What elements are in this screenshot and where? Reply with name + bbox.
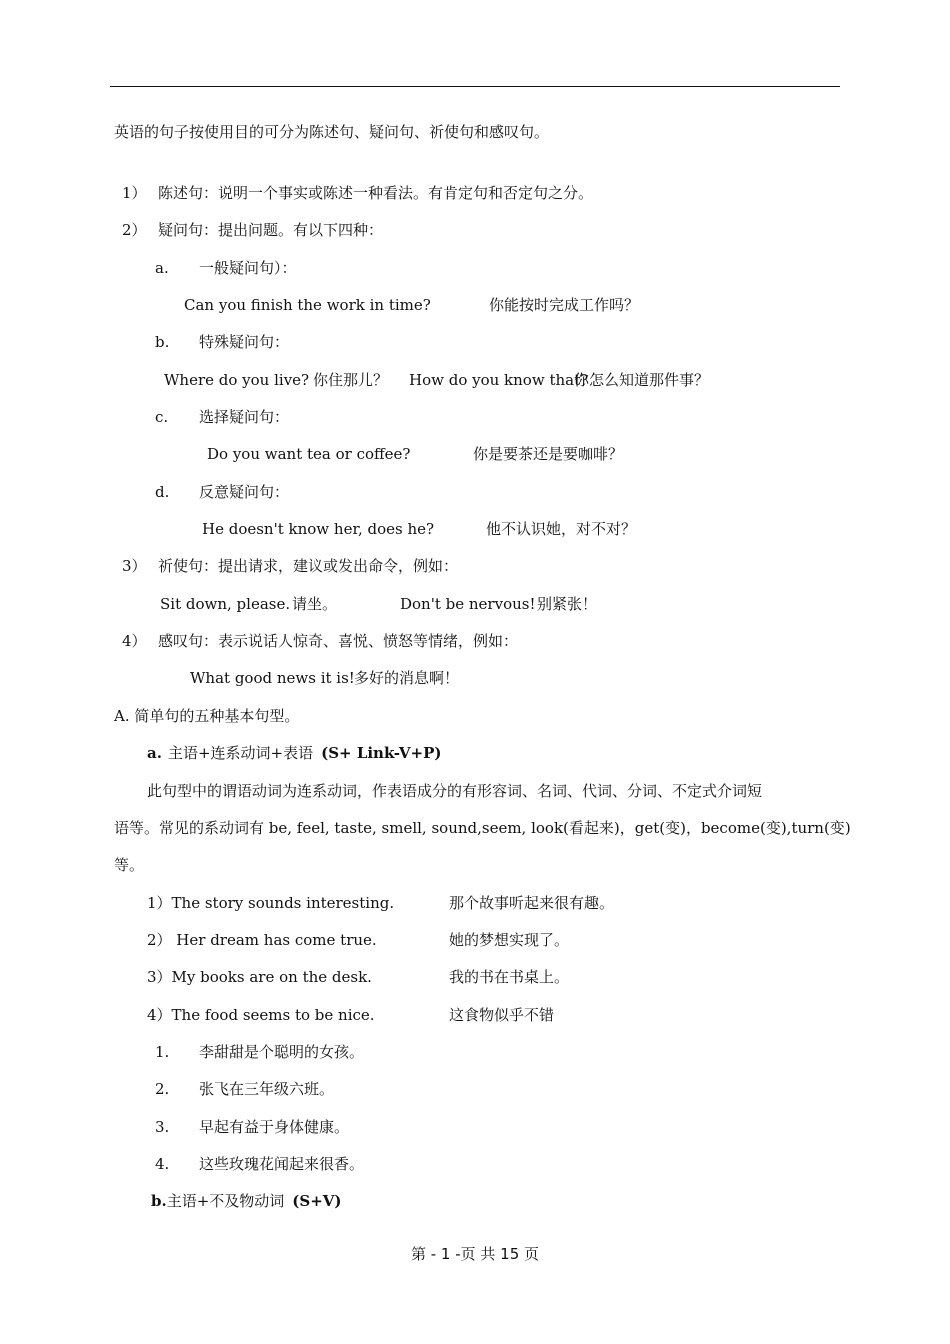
pattern-title: 主语+连系动词+表语 xyxy=(167,744,314,762)
page-footer: 第 - 1 -页 共 15 页 xyxy=(410,1245,540,1263)
example-d-zh: 他不认识她，对不对？ xyxy=(486,520,637,538)
pattern-b-heading xyxy=(151,1191,342,1211)
subitem-c xyxy=(155,407,289,427)
example-a-zh: 你能按时完成工作吗？ xyxy=(489,296,640,314)
exercise-number: 3. xyxy=(155,1118,170,1136)
item-text: 感叹句：表示说话人惊奇、喜悦、愤怒等情绪，例如： xyxy=(158,632,519,650)
item-text: 疑问句：提出问题。有以下四种： xyxy=(158,221,384,239)
example-d-en: He doesn't know her, does he? xyxy=(202,520,435,538)
header-rule xyxy=(110,86,840,87)
example-3b-zh: 别紧张！ xyxy=(537,595,598,613)
item-number: 2） xyxy=(122,221,147,239)
example-b1-en: Where do you live? xyxy=(164,371,310,389)
item-number: 3） xyxy=(122,557,147,575)
example-3b-en: Don't be nervous! xyxy=(400,595,536,613)
pattern-a-heading xyxy=(147,743,441,763)
exercise-number: 1. xyxy=(155,1043,170,1061)
item-number: 4） xyxy=(122,632,147,650)
paragraph-line-2: 语等。常见的系动词有 be, feel, taste, smell, sound,seem, look(看起来)，get(变)，become(变),turn(变) xyxy=(114,819,851,837)
example-1-en: 1）The story sounds interesting. xyxy=(147,894,395,912)
pattern-formula: (S+V) xyxy=(292,1192,342,1210)
example-4a-en: 4）The food seems to be nice. xyxy=(147,1006,375,1024)
subitem-label: 特殊疑问句： xyxy=(199,333,290,351)
example-2-en: 2） Her dream has come true. xyxy=(147,931,377,949)
subitem-b xyxy=(155,332,289,352)
subitem-label: 一般疑问句）： xyxy=(199,259,297,277)
example-3a-zh: 请坐。 xyxy=(292,595,338,613)
example-c-en: Do you want tea or coffee? xyxy=(207,445,411,463)
example-b2-en: How do you know that? xyxy=(409,371,589,389)
example-1-zh: 那个故事听起来很有趣。 xyxy=(449,894,615,912)
exercise-text: 早起有益于身体健康。 xyxy=(199,1118,350,1136)
subitem-letter: b. xyxy=(155,333,170,351)
subitem-a xyxy=(155,258,297,278)
pattern-formula: (S+ Link-V+P) xyxy=(321,744,442,762)
pattern-title: 主语+不及物动词 xyxy=(166,1192,285,1210)
subitem-letter: a. xyxy=(155,259,169,277)
example-c-zh: 你是要茶还是要咖啡？ xyxy=(473,445,624,463)
exercise-text: 李甜甜是个聪明的女孩。 xyxy=(199,1043,365,1061)
pattern-letter: a. xyxy=(147,744,162,762)
subitem-letter: d. xyxy=(155,483,170,501)
item-text: 祈使句：提出请求，建议或发出命令，例如： xyxy=(158,557,459,575)
subitem-letter: c. xyxy=(155,408,169,426)
example-b2-zh: 你怎么知道那件事？ xyxy=(574,371,710,389)
item-2 xyxy=(122,220,383,240)
example-b1-zh: 你住那儿？ xyxy=(313,371,389,389)
example-4a-zh: 这食物似乎不错 xyxy=(449,1006,555,1024)
section-a-heading: A. 简单句的五种基本句型。 xyxy=(114,707,300,725)
example-4-en: What good news it is! xyxy=(190,669,355,687)
subitem-d xyxy=(155,482,289,502)
pattern-letter: b. xyxy=(151,1192,167,1210)
example-3-zh: 我的书在书桌上。 xyxy=(449,968,570,986)
exercise-number: 2. xyxy=(155,1080,170,1098)
item-4 xyxy=(122,631,518,651)
example-a-en: Can you finish the work in time? xyxy=(184,296,431,314)
item-text: 陈述句：说明一个事实或陈述一种看法。有肯定句和否定句之分。 xyxy=(158,184,594,202)
exercise-1 xyxy=(155,1042,364,1062)
exercise-text: 这些玫瑰花闻起来很香。 xyxy=(199,1155,365,1173)
example-3a-en: Sit down, please. xyxy=(160,595,291,613)
subitem-label: 选择疑问句： xyxy=(199,408,290,426)
example-3-en: 3）My books are on the desk. xyxy=(147,968,372,986)
paragraph-line-1: 此句型中的谓语动词为连系动词，作表语成分的有形容词、名词、代词、分词、不定式介词短 xyxy=(147,782,763,800)
item-number: 1） xyxy=(122,184,147,202)
exercise-3 xyxy=(155,1117,349,1137)
exercise-number: 4. xyxy=(155,1155,170,1173)
paragraph-line-3: 等。 xyxy=(114,856,145,874)
item-3 xyxy=(122,556,458,576)
exercise-2 xyxy=(155,1079,334,1099)
exercise-4 xyxy=(155,1154,364,1174)
item-1 xyxy=(122,183,593,203)
exercise-text: 张飞在三年级六班。 xyxy=(199,1080,335,1098)
example-2-zh: 她的梦想实现了。 xyxy=(449,931,570,949)
intro-text: 英语的句子按使用目的可分为陈述句、疑问句、祈使句和感叹句。 xyxy=(114,123,550,141)
subitem-label: 反意疑问句： xyxy=(199,483,290,501)
example-4-zh: 多好的消息啊！ xyxy=(354,669,460,687)
